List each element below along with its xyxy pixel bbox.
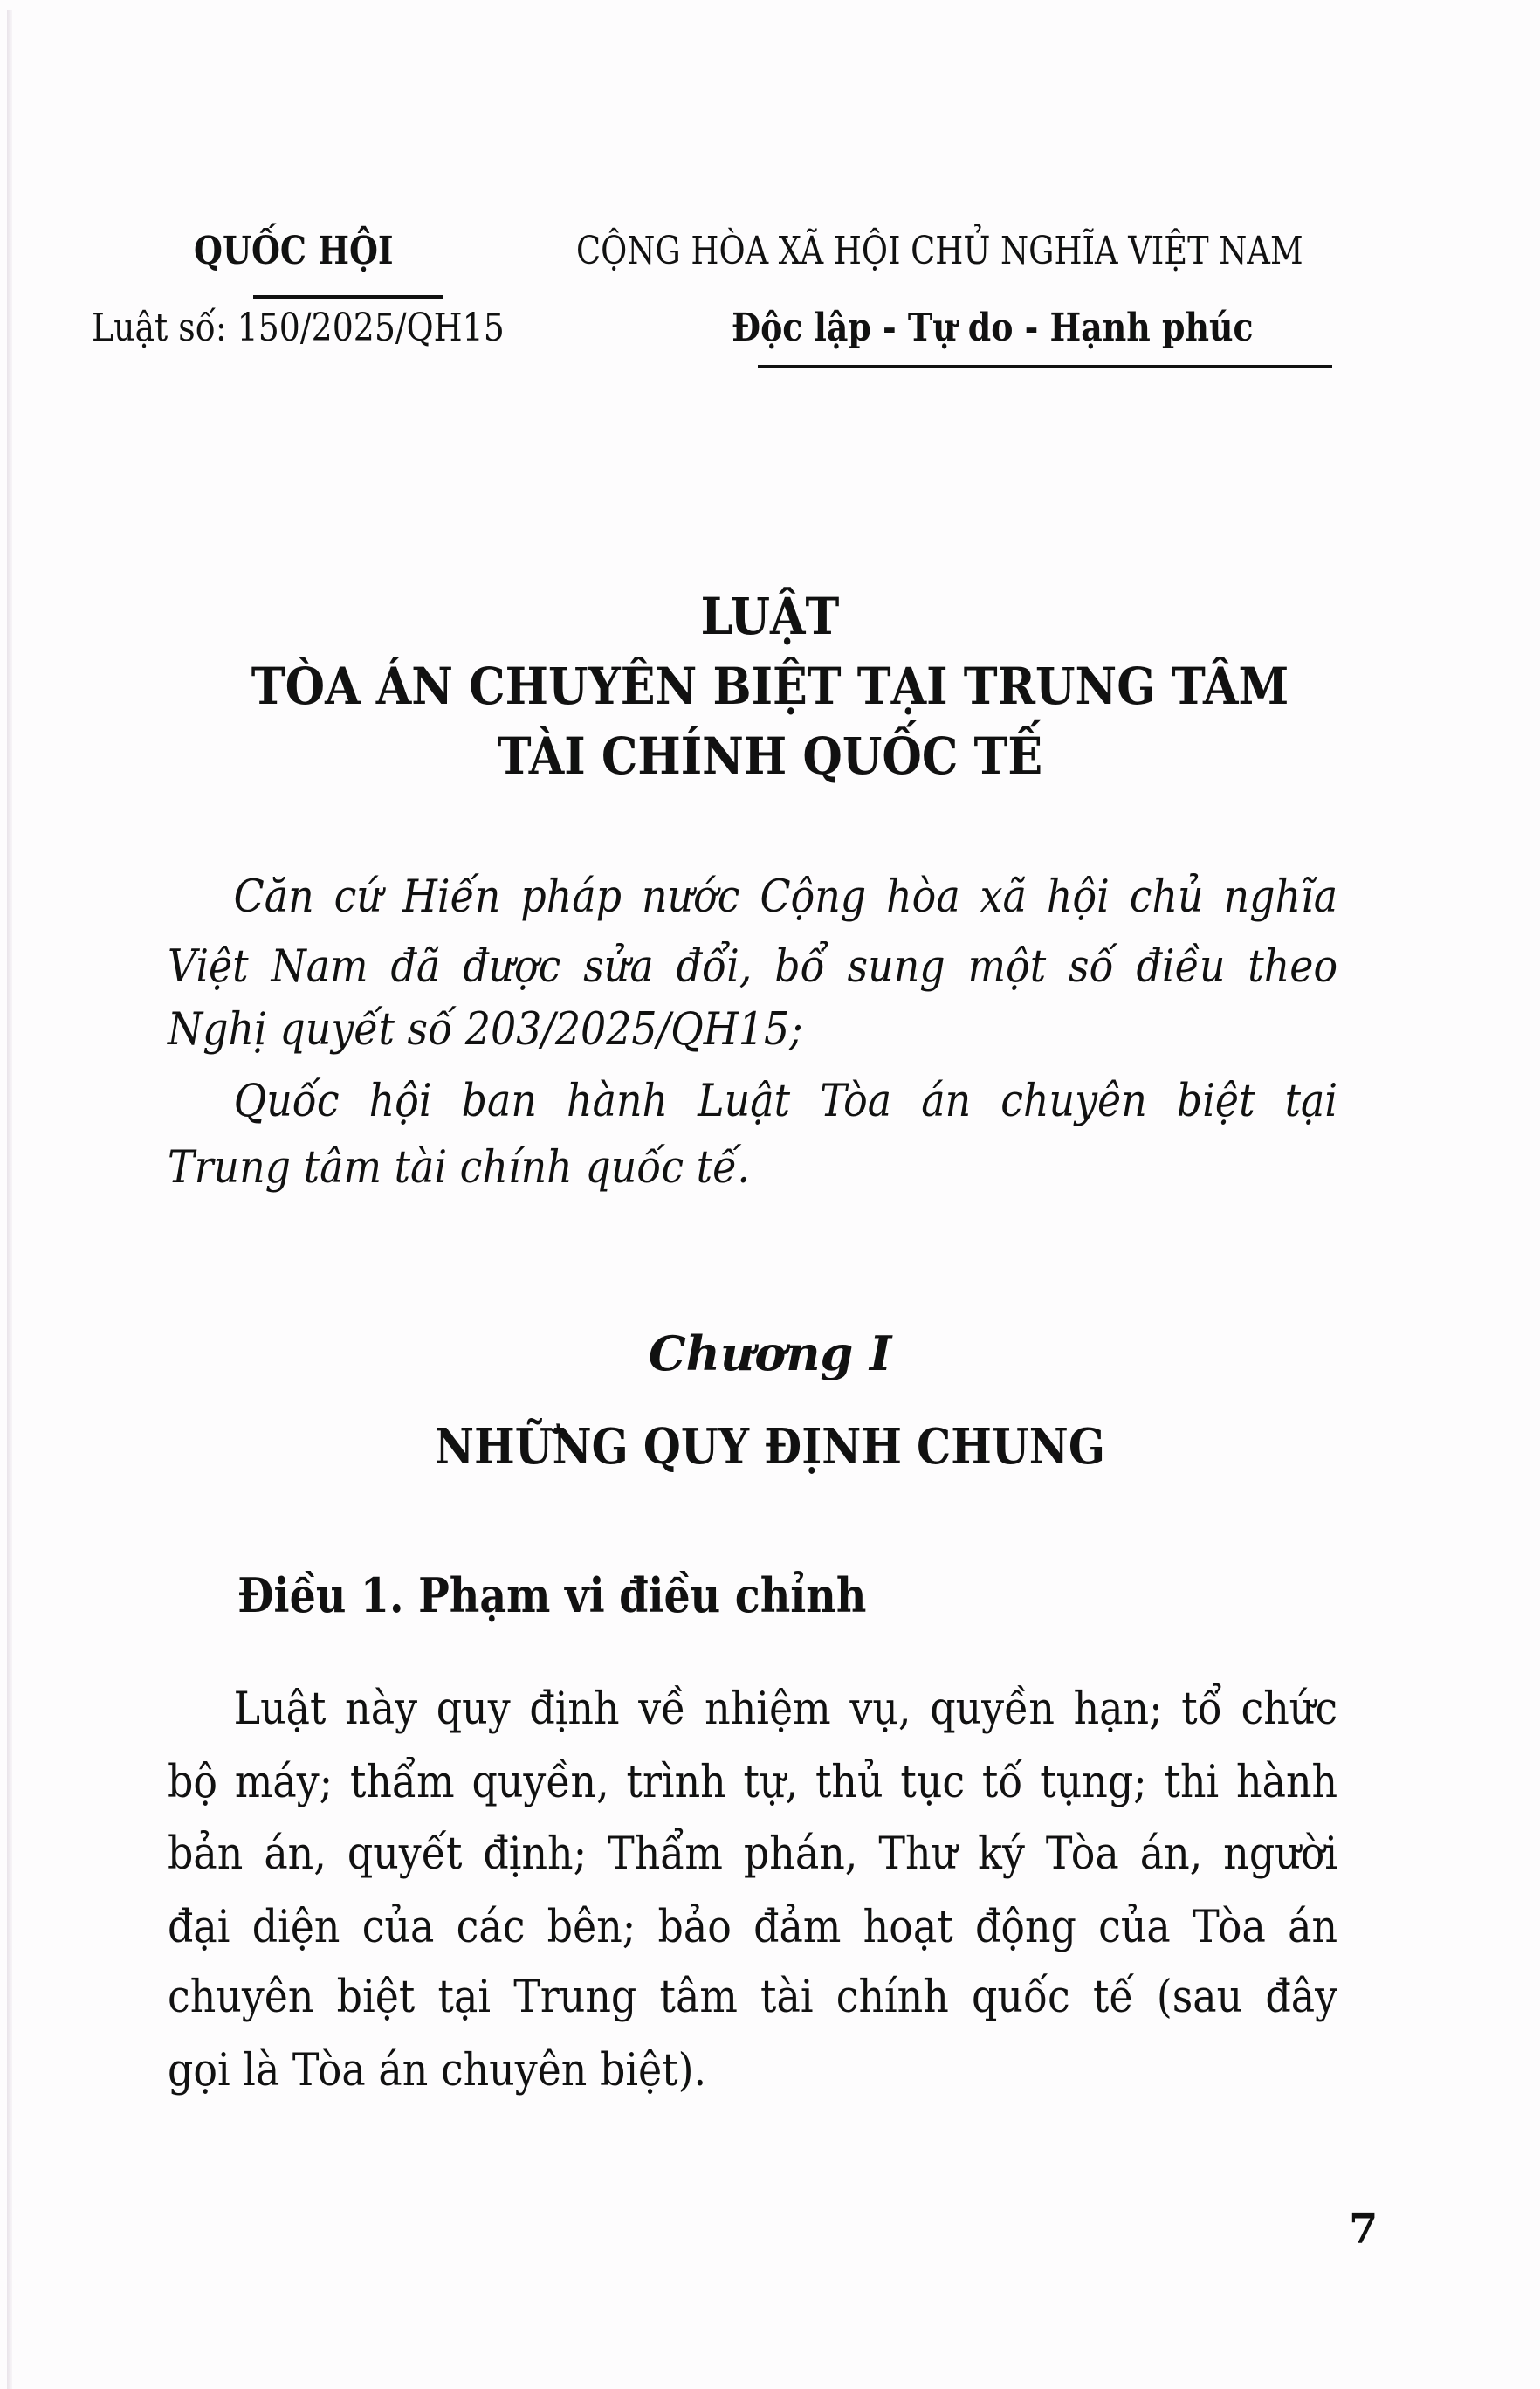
preamble-enactment-line: Trung tâm tài chính quốc tế. bbox=[168, 1142, 750, 1194]
preamble-enactment-line: Quốc hội ban hành Luật Tòa án chuyên biệt tại bbox=[233, 1076, 1338, 1127]
national-motto: Độc lập - Tự do - Hạnh phúc bbox=[732, 306, 1254, 350]
doc-type-heading: LUẬT bbox=[700, 587, 840, 646]
law-number: Luật số: 150/2025/QH15 bbox=[92, 306, 505, 350]
issuer-underline bbox=[253, 295, 443, 299]
chapter-title: NHỮNG QUY ĐỊNH CHUNG bbox=[435, 1418, 1105, 1476]
preamble-basis-line: Việt Nam đã được sửa đổi, bổ sung một số điều theo bbox=[168, 941, 1338, 993]
article-body-line: gọi là Tòa án chuyên biệt). bbox=[168, 2045, 707, 2096]
article-body-line: bộ máy; thẩm quyền, trình tự, thủ tục tố tụng; thi hành bbox=[168, 1757, 1338, 1808]
law-name-line-2: TÀI CHÍNH QUỐC TẾ bbox=[497, 726, 1043, 786]
article-heading: Điều 1. Phạm vi điều chỉnh bbox=[237, 1567, 867, 1623]
article-body-line: chuyên biệt tại Trung tâm tài chính quốc tế (sau đây bbox=[168, 1972, 1338, 2023]
page-number: 7 bbox=[1349, 2205, 1378, 2254]
article-body-line: đại diện của các bên; bảo đảm hoạt động của Tòa án bbox=[168, 1902, 1338, 1953]
country-name: CỘNG HÒA XÃ HỘI CHỦ NGHĨA VIỆT NAM bbox=[576, 229, 1303, 273]
chapter-label: Chương I bbox=[648, 1325, 892, 1381]
law-name-line-1: TÒA ÁN CHUYÊN BIỆT TẠI TRUNG TÂM bbox=[251, 657, 1289, 716]
motto-underline bbox=[758, 365, 1332, 368]
issuer-label: QUỐC HỘI bbox=[194, 229, 394, 273]
article-body-line: Luật này quy định về nhiệm vụ, quyền hạn; tổ chức bbox=[233, 1683, 1338, 1735]
page-edge-shadow bbox=[7, 10, 12, 2389]
article-body-line: bản án, quyết định; Thẩm phán, Thư ký Tòa án, người bbox=[168, 1828, 1338, 1880]
preamble-basis-line: Căn cứ Hiến pháp nước Cộng hòa xã hội chủ nghĩa bbox=[233, 871, 1338, 923]
preamble-basis-line: Nghị quyết số 203/2025/QH15; bbox=[168, 1004, 803, 1056]
